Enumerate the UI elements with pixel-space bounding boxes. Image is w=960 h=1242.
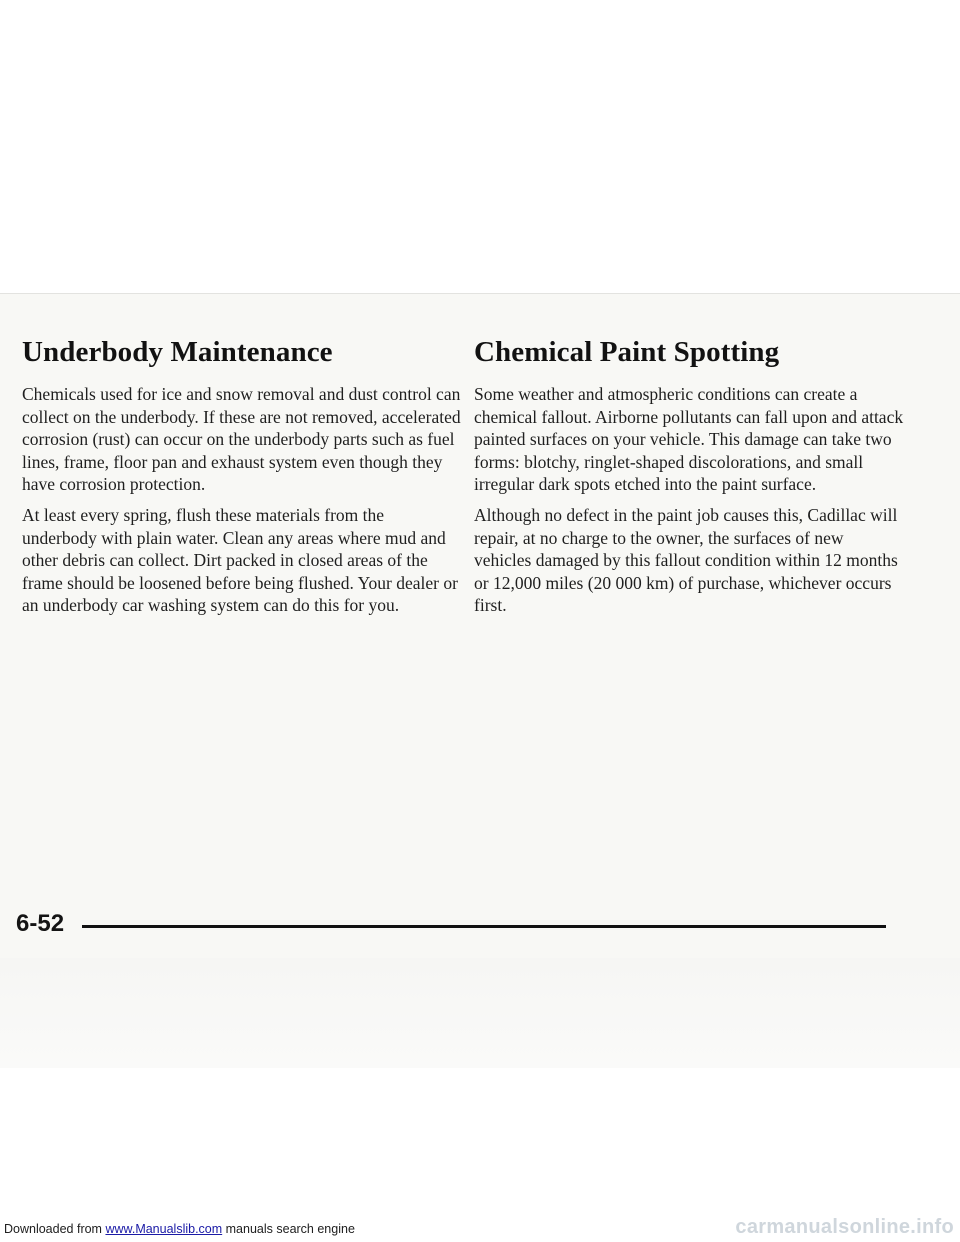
banner-suffix: manuals search engine xyxy=(222,1222,355,1236)
page-bottom-margin xyxy=(0,958,960,1068)
download-banner xyxy=(4,1222,355,1236)
carmanualsonline-watermark: carmanualsonline.info xyxy=(735,1216,954,1238)
page-number: 6-52 xyxy=(16,910,65,937)
underbody-maintenance-section xyxy=(22,333,462,625)
footer-rule xyxy=(82,925,886,928)
chemical-paint-spotting-heading: Chemical Paint Spotting xyxy=(474,336,780,368)
manualslib-link[interactable]: www.Manualslib.com xyxy=(105,1222,223,1236)
banner-prefix: Downloaded from xyxy=(4,1222,106,1236)
chemical-paint-spotting-section xyxy=(474,333,904,625)
paint-spotting-paragraph-2: Although no defect in the paint job causes this, Cadillac will repair, at no charge to the owner, the surfaces of new vehicles damaged by this fallout condition within 12 months or 12,000 miles (20 000 km) of purchase, whichever occurs first. xyxy=(474,504,898,616)
underbody-paragraph-2: At least every spring, flush these materials from the underbody with plain water. Clean any areas where mud and other debris can collect. Dirt packed in closed areas of the frame should be loosened before being flushed. Your dealer or an underbody car washing system can do this for you. xyxy=(22,504,458,616)
paint-spotting-paragraph-1: Some weather and atmospheric conditions can create a chemical fallout. Airborne pollutants can fall upon and attack painted surfaces on your vehicle. This damage can take two forms: blotchy, ringlet-shaped discolorations, and small irregular dark spots etched into the paint surface. xyxy=(474,384,904,495)
underbody-paragraph-1: Chemicals used for ice and snow removal and dust control can collect on the underbody. If these are not removed, accelerated corrosion (rust) can occur on the underbody parts such as fuel lines, frame, floor pan and exhaust system even though they have corrosion protection. xyxy=(22,384,461,495)
underbody-maintenance-heading: Underbody Maintenance xyxy=(22,336,333,368)
